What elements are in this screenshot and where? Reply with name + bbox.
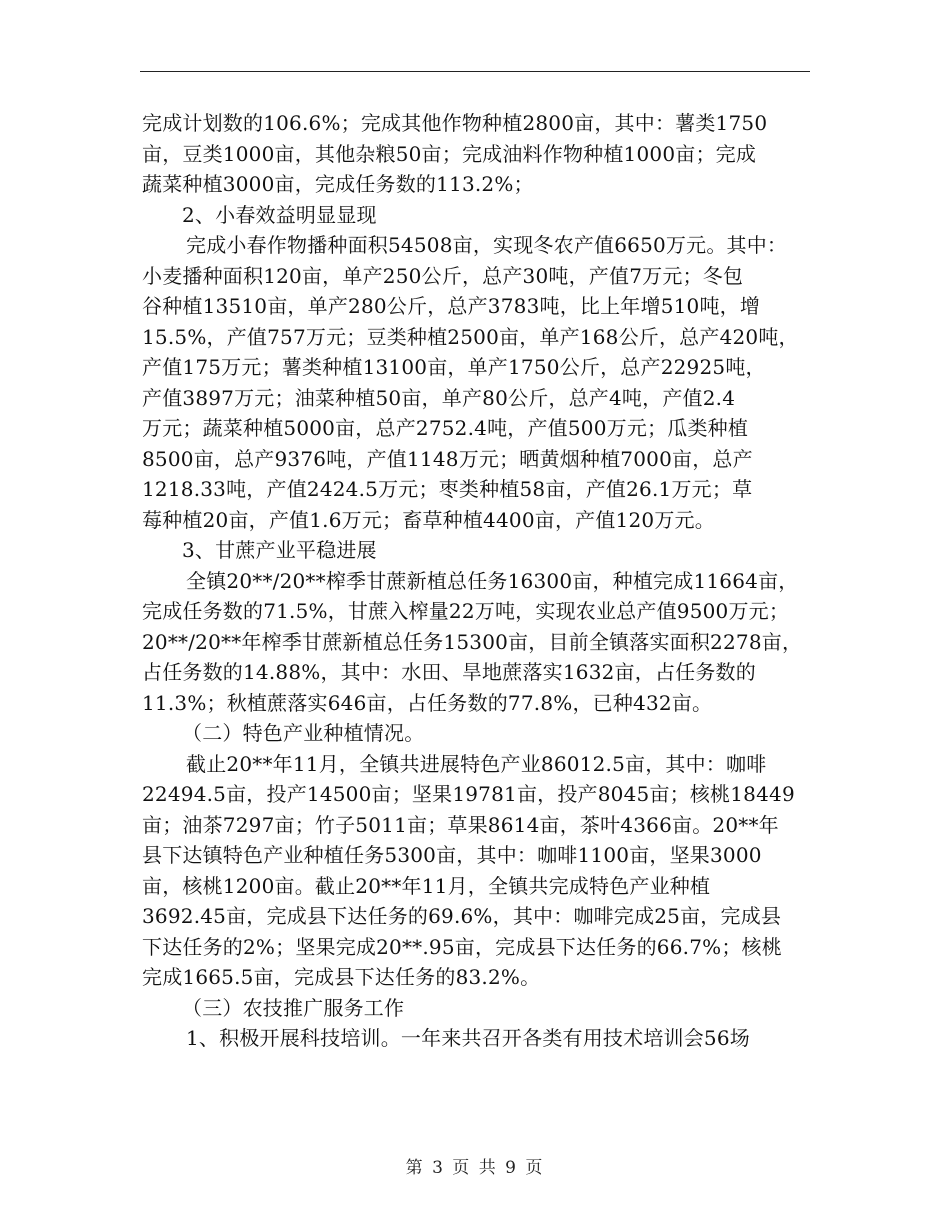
text-line: 下达任务的2%；坚果完成20**.95亩，完成县下达任务的66.7%；核桃 [142, 934, 782, 959]
text-line: 截止20**年11月，全镇共进展特色产业86012.5亩，其中：咖啡 [186, 751, 767, 776]
text-line: 全镇20**/20**榨季甘蔗新植总任务16300亩，种植完成11664亩， [186, 568, 799, 593]
section-heading: （三）农技推广服务工作 [182, 995, 405, 1020]
text-line: 县下达镇特色产业种植任务5300亩，其中：咖啡1100亩，坚果3000 [142, 843, 762, 867]
text-line: 完成1665.5亩，完成县下达任务的83.2%。 [142, 965, 541, 989]
text-line: 亩；油茶7297亩；竹子5011亩；草果8614亩，茶叶4366亩。20**年 [142, 812, 779, 837]
section-heading: （二）特色产业种植情况。 [182, 721, 425, 745]
text-line: 亩，豆类1000亩，其他杂粮50亩；完成油料作物种植1000亩；完成 [142, 141, 757, 166]
section-heading: 3、甘蔗产业平稳进展 [182, 538, 377, 562]
text-line: 谷种植13510亩，单产280公斤，总产3783吨，比上年增510吨，增 [142, 294, 761, 318]
section-heading: 2、小春效益明显显现 [182, 202, 377, 227]
text-line: 产值175万元；薯类种植13100亩，单产1750公斤，总产22925吨， [142, 355, 766, 379]
document-body [142, 108, 812, 1054]
text-line: 1218.33吨，产值2424.5万元；枣类种植58亩，产值26.1万元；草 [142, 477, 753, 501]
text-line: 22494.5亩，投产14500亩；坚果19781亩，投产8045亩；核桃18449 [142, 782, 795, 806]
text-line: 完成计划数的106.6%；完成其他作物种植2800亩，其中：薯类1750 [142, 111, 768, 135]
text-line: 8500亩，总产9376吨，产值1148万元；晒黄烟种植7000亩，总产 [142, 446, 753, 471]
text-line: 亩，核桃1200亩。截止20**年11月，全镇共完成特色产业种植 [142, 873, 711, 898]
text-line: 产值3897万元；油菜种植50亩，单产80公斤，总产4吨，产值2.4 [142, 385, 736, 410]
text-line: 莓种植20亩，产值1.6万元；畜草种植4400亩，产值120万元。 [142, 507, 715, 532]
page-footer: 第 3 页 共 9 页 [405, 1158, 545, 1178]
text-line: 3692.45亩，完成县下达任务的69.6%，其中：咖啡完成25亩，完成县 [142, 904, 782, 928]
text-line: 20**/20**年榨季甘蔗新植总任务15300亩，目前全镇落实面积2278亩， [142, 629, 803, 654]
text-line: 完成任务数的71.5%，甘蔗入榨量22万吨，实现农业总产值9500万元； [142, 599, 790, 623]
text-line: 15.5%，产值757万元；豆类种植2500亩，单产168公斤，总产420吨， [142, 324, 799, 349]
text-line: 万元；蔬菜种植5000亩，总产2752.4吨，产值500万元；瓜类种植 [142, 416, 749, 440]
text-line: 11.3%；秋植蔗落实646亩，占任务数的77.8%，已种432亩。 [142, 690, 713, 715]
text-line: 小麦播种面积120亩，单产250公斤，总产30吨，产值7万元；冬包 [142, 263, 744, 288]
header-rule [140, 71, 810, 72]
text-line: 蔬菜种植3000亩，完成任务数的113.2%； [142, 172, 534, 196]
text-line: 占任务数的14.88%，其中：水田、旱地蔗落实1632亩，占任务数的 [142, 660, 756, 684]
text-line: 1、积极开展科技培训。一年来共召开各类有用技术培训会56场 [186, 1026, 750, 1050]
text-line: 完成小春作物播种面积54508亩，实现冬农产值6650万元。其中： [186, 233, 788, 257]
